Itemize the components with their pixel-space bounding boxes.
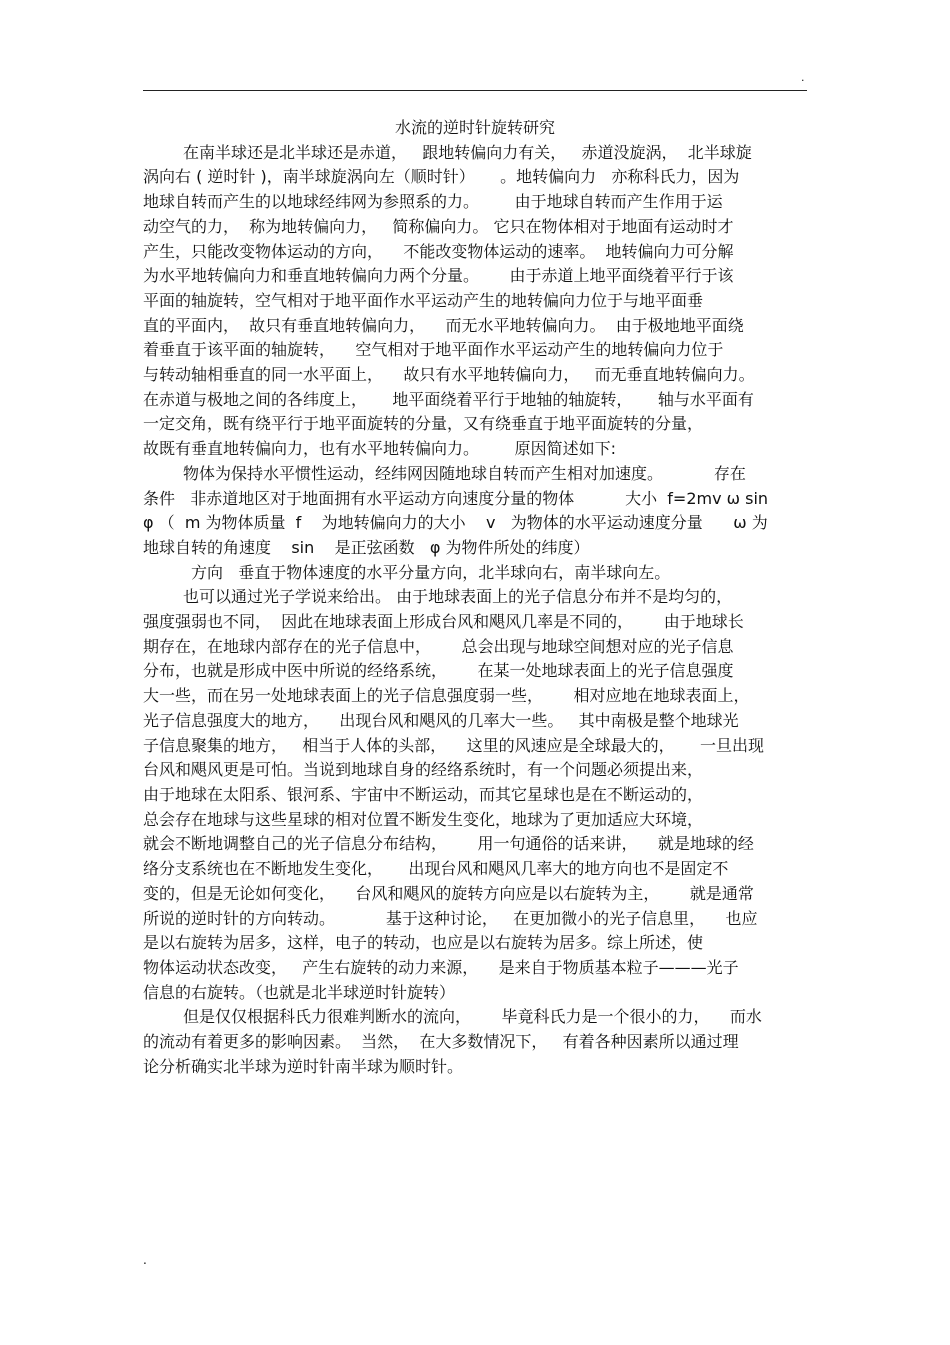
text-line: 与转动轴相垂直的同一水平面上， 故只有水平地转偏向力， 而无垂直地转偏向力。 — [143, 365, 755, 385]
footer-mark: . — [143, 1253, 147, 1267]
text-line: 络分支系统也在不断地发生变化， 出现台风和飓风几率大的地方向也不是固定不 — [143, 859, 729, 879]
text-line: 条件 非赤道地区对于地面拥有水平运动方向速度分量的物体 大小 f=2mv ω sin — [143, 488, 769, 508]
header-rule — [143, 90, 807, 91]
text-line: 地球自转的角速度 sin 是正弦函数 φ 为物件所处的纬度） — [143, 537, 590, 557]
text-line: 总会存在地球与这些星球的相对位置不断发生变化，地球为了更加适应大环境， — [143, 809, 704, 829]
document-title: 水流的逆时针旋转研究 — [394, 118, 555, 137]
text-line: 为水平地转偏向力和垂直地转偏向力两个分量。 由于赤道上地平面绕着平行于该 — [143, 266, 734, 286]
text-line: 产生，只能改变物体运动的方向， 不能改变物体运动的速率。 地转偏向力可分解 — [143, 241, 734, 261]
text-line: 就会不断地调整自己的光子信息分布结构， 用一句通俗的话来讲， 就是地球的经 — [143, 834, 754, 854]
text-line: 但是仅仅根据科氏力很难判断水的流向， 毕竟科氏力是一个很小的力， 而水 — [183, 1007, 762, 1027]
text-line: 地球自转而产生的以地球经纬网为参照系的力。 由于地球自转而产生作用于运 — [143, 192, 723, 212]
text-line: 光子信息强度大的地方， 出现台风和飓风的几率大一些。 其中南极是整个地球光 — [143, 710, 739, 730]
text-line: 变的，但是无论如何变化， 台风和飓风的旋转方向应是以右旋转为主， 就是通常 — [143, 883, 754, 903]
text-line: 大一些，而在另一处地球表面上的光子信息强度弱一些， 相对应地在地球表面上， — [143, 686, 750, 706]
text-line: 物体运动状态改变， 产生右旋转的动力来源， 是来自于物质基本粒子———光子 — [143, 957, 739, 977]
text-line: 台风和飓风更是可怕。当说到地球自身的经络系统时，有一个问题必须提出来， — [143, 760, 704, 780]
text-line: 强度强弱也不同， 因此在地球表面上形成台风和飓风几率是不同的， 由于地球长 — [143, 612, 744, 632]
text-line: 涡向右 ( 逆时针 )，南半球旋涡向左（顺时针） 。地转偏向力 亦称科氏力，因为 — [143, 167, 740, 187]
text-line: 是以右旋转为居多，这样，电子的转动，也应是以右旋转为居多。综上所述，使 — [143, 933, 704, 953]
text-line: φ （ m 为物体质量 f 为地转偏向力的大小 v 为物体的水平运动速度分量 ω 为 — [143, 513, 768, 533]
text-line: 由于地球在太阳系、银河系、宇宙中不断运动，而其它星球也是在不断运动的， — [143, 784, 704, 804]
text-line: 动空气的力， 称为地转偏向力， 简称偏向力。 它只在物体相对于地面有运动时才 — [143, 216, 734, 236]
text-line: 方向 垂直于物体速度的水平分量方向，北半球向右，南半球向左。 — [191, 562, 671, 582]
text-line: 的流动有着更多的影响因素。 当然， 在大多数情况下， 有着各种因素所以通过理 — [143, 1032, 739, 1052]
text-line: 一定交角，既有绕平行于地平面旋转的分量，又有绕垂直于地平面旋转的分量， — [143, 414, 704, 434]
text-line: 着垂直于该平面的轴旋转， 空气相对于地平面作水平运动产生的地转偏向力位于 — [143, 340, 724, 360]
text-line: 在赤道与极地之间的各纬度上， 地平面绕着平行于地轴的轴旋转， 轴与水平面有 — [143, 389, 754, 409]
text-line: 也可以通过光子学说来给出。 由于地球表面上的光子信息分布并不是均匀的， — [183, 587, 733, 607]
text-line: 论分析确实北半球为逆时针南半球为顺时针。 — [143, 1056, 464, 1076]
document-body — [143, 116, 807, 1079]
text-line: 所说的逆时针的方向转动。 基于这种讨论， 在更加微小的光子信息里， 也应 — [143, 908, 758, 928]
text-line: 平面的轴旋转，空气相对于地平面作水平运动产生的地转偏向力位于与地平面垂 — [143, 290, 704, 310]
header-mark: . — [801, 71, 805, 84]
text-line: 物体为保持水平惯性运动，经纬网因随地球自转而产生相对加速度。 存在 — [183, 463, 746, 483]
text-line: 故既有垂直地转偏向力，也有水平地转偏向力。 原因简述如下: — [143, 439, 616, 459]
text-line: 期存在，在地球内部存在的光子信息中， 总会出现与地球空间想对应的光子信息 — [143, 636, 734, 656]
text-line: 直的平面内， 故只有垂直地转偏向力， 而无水平地转偏向力。 由于极地地平面绕 — [143, 315, 744, 335]
text-line: 分布，也就是形成中医中所说的经络系统， 在某一处地球表面上的光子信息强度 — [143, 661, 734, 681]
text-line: 在南半球还是北半球还是赤道， 跟地转偏向力有关， 赤道没旋涡， 北半球旋 — [183, 142, 752, 162]
text-line: 子信息聚集的地方， 相当于人体的头部， 这里的风速应是全球最大的， 一旦出现 — [143, 735, 765, 755]
text-line: 信息的右旋转。（也就是北半球逆时针旋转） — [143, 982, 456, 1002]
